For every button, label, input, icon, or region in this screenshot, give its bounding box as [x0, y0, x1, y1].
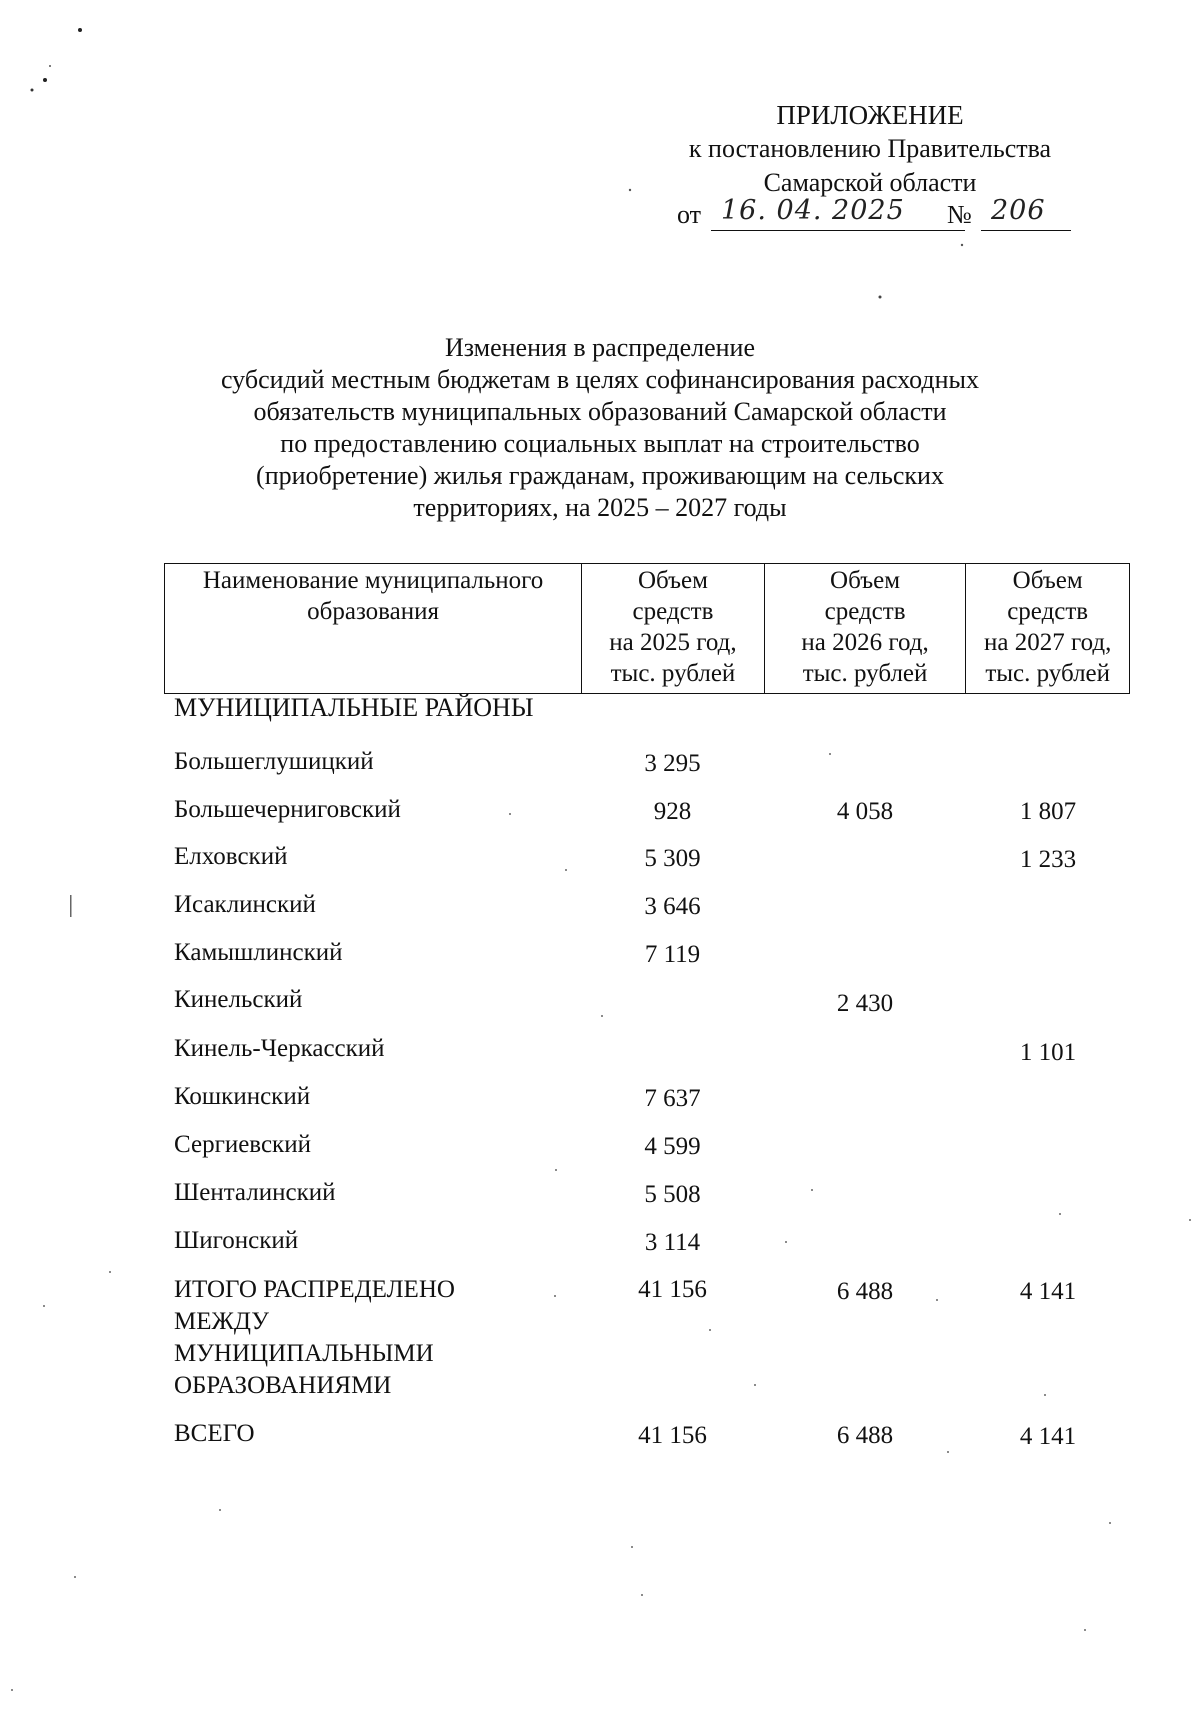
appendix-line-2: Самарской области [763, 168, 977, 197]
row-name: Сергиевский [174, 1131, 311, 1158]
title-line: субсидий местным бюджетам в целях софинансирования расходных [220, 365, 980, 394]
row-value-2025: 5 508 [644, 1181, 701, 1208]
title-line: территориях, на 2025 – 2027 годы [413, 493, 787, 522]
row-name: Кинель-Черкасский [174, 1035, 385, 1062]
row-value-2025: 4 599 [644, 1133, 701, 1160]
row-name: Елховский [174, 843, 288, 870]
row-value-2025: 928 [653, 798, 692, 825]
row-value-2025: 3 114 [644, 1229, 701, 1256]
row-name: Камышлинский [174, 939, 343, 966]
row-name: Большечерниговский [174, 796, 401, 823]
row-value-2026: 2 430 [836, 990, 894, 1017]
subtotal-2027: 4 141 [1019, 1278, 1077, 1305]
appendix-title: ПРИЛОЖЕНИЕ [776, 100, 964, 130]
row-value-2025: 7 119 [644, 941, 701, 968]
row-name: Кошкинский [174, 1083, 311, 1110]
subtotal-2025: 41 156 [638, 1276, 707, 1303]
total-2026: 6 488 [836, 1422, 894, 1449]
date-label: от [677, 200, 702, 229]
row-name: Исаклинский [174, 891, 316, 918]
header-2026: Объем средств на 2026 год, тыс. рублей [764, 564, 966, 693]
title-line: обязательств муниципальных образований Самарской области [253, 397, 947, 426]
header-2025: Объем средств на 2025 год, тыс. рублей [581, 564, 764, 693]
title-line: по предоставлению социальных выплат на строительство [280, 429, 920, 458]
header-name: Наименование муниципального образования [202, 567, 544, 625]
row-value-2026: 4 058 [836, 798, 894, 825]
row-name: Кинельский [174, 986, 303, 1013]
row-name: Шенталинский [174, 1179, 336, 1206]
subtotal-2026: 6 488 [836, 1278, 894, 1305]
number-label: № [947, 200, 972, 229]
total-2025: 41 156 [638, 1422, 707, 1449]
header-2027: Объем средств на 2027 год, тыс. рублей [965, 564, 1129, 693]
title-line: Изменения в распределение [444, 333, 756, 362]
subtotal-name: ИТОГО РАСПРЕДЕЛЕНО МЕЖДУ МУНИЦИПАЛЬНЫМИ ОБРАЗОВАНИЯМИ [174, 1276, 455, 1399]
row-value-2025: 3 646 [644, 893, 701, 920]
row-value-2027: 1 101 [1019, 1039, 1077, 1066]
total-2027: 4 141 [1019, 1423, 1077, 1450]
row-value-2027: 1 807 [1019, 798, 1077, 825]
title-line: (приобретение) жилья гражданам, проживающим на сельских [256, 461, 944, 490]
row-name: Шигонский [174, 1227, 299, 1254]
row-value-2025: 5 309 [644, 845, 701, 872]
total-name: ВСЕГО [174, 1420, 255, 1447]
row-value-2027: 1 233 [1019, 846, 1077, 873]
row-value-2025: 7 637 [644, 1085, 701, 1112]
handwritten-date: 16. 04. 2025 [721, 195, 905, 226]
row-name: Большеглушицкий [174, 748, 374, 775]
appendix-line-1: к постановлению Правительства [688, 134, 1052, 163]
handwritten-number: 206 [991, 195, 1046, 226]
section-label: МУНИЦИПАЛЬНЫЕ РАЙОНЫ [174, 693, 534, 722]
row-value-2025: 3 295 [644, 750, 701, 777]
